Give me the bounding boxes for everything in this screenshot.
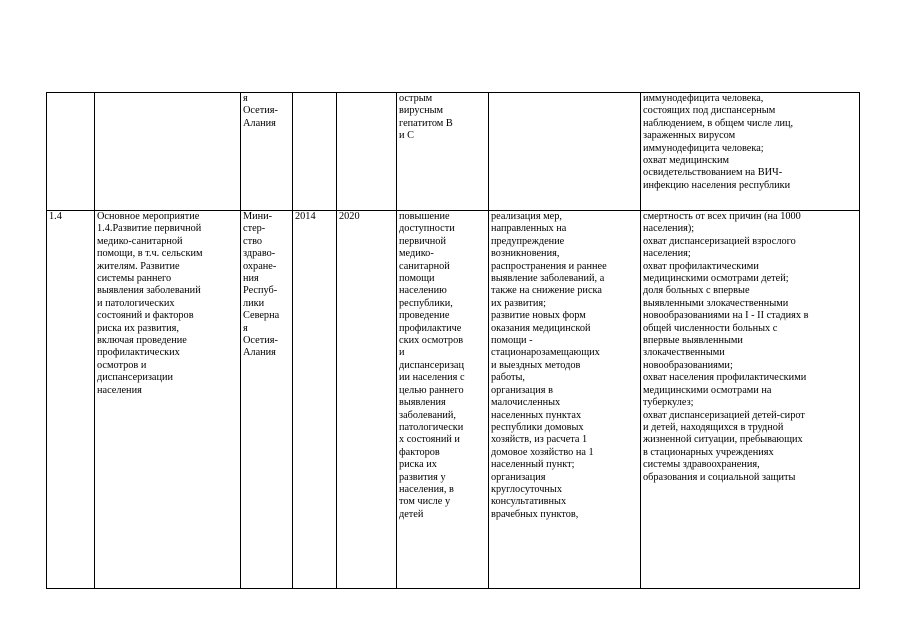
cell-activity-name	[95, 93, 241, 211]
cell-line: выявления	[399, 397, 446, 409]
cell-line: и выездных методов	[491, 359, 581, 371]
cell-line: первичной	[399, 235, 446, 247]
cell-line: диспансеризации	[97, 372, 174, 384]
cell-activity-name	[95, 211, 241, 589]
cell-line: ских осмотров	[399, 335, 464, 347]
cell-line: иммунодефицита человека,	[643, 93, 764, 104]
cell-line: домовое хозяйство на 1	[491, 446, 594, 458]
cell-line: хозяйств, из расчета 1	[491, 434, 588, 446]
cell-line: охват медицинским	[643, 155, 729, 167]
cell-line: распространения и раннее	[491, 260, 607, 272]
cell-line: круглосуточных	[491, 483, 562, 495]
cell-line: Осетия-	[243, 335, 278, 347]
cell-line: республики,	[399, 297, 453, 309]
cell-line: лики	[243, 297, 265, 309]
cell-line: профилактиче	[399, 322, 462, 334]
cell-line: также на снижение риска	[491, 285, 602, 297]
cell-executor	[241, 93, 293, 211]
cell-line: инфекцию населения республики	[643, 179, 791, 191]
cell-line: системы раннего	[97, 273, 172, 285]
cell-expected-result	[397, 211, 489, 589]
cell-start-year: 2014	[293, 211, 337, 589]
cell-line: охват профилактическими	[643, 260, 759, 272]
cell-line: охват диспансеризацией взрослого	[643, 235, 796, 247]
cell-line: консультативных	[491, 496, 567, 508]
cell-line: риска их развития,	[97, 322, 179, 334]
cell-line: населения);	[643, 223, 695, 235]
cell-line: освидетельствованием на ВИЧ-	[643, 167, 783, 179]
cell-line: их развития;	[491, 297, 546, 309]
cell-line: помощи -	[491, 335, 533, 347]
cell-line: предупреждение	[491, 235, 565, 247]
cell-line: организация	[491, 471, 546, 483]
cell-line: туберкулез;	[643, 397, 694, 409]
cell-line: и патологических	[97, 297, 175, 309]
cell-line: организация в	[491, 384, 553, 396]
cell-line: осмотров и	[97, 359, 147, 371]
cell-line: детей	[399, 508, 424, 520]
cell-line: развитие новых форм	[491, 310, 586, 322]
cell-line: населения;	[643, 248, 691, 260]
cell-line: направленных на	[491, 223, 567, 235]
cell-line: риска их	[399, 459, 437, 471]
cell-line: состояний и факторов	[97, 310, 194, 322]
cell-start-year	[293, 93, 337, 211]
cell-line: врачебных пунктов,	[491, 508, 579, 520]
cell-line: ство	[243, 235, 263, 247]
cell-line: медико-санитарной	[97, 235, 183, 247]
cell-line: Респуб-	[243, 285, 278, 297]
cell-line: медицинскими осмотрами детей;	[643, 273, 789, 285]
table-row	[47, 211, 860, 589]
cell-line: я	[243, 322, 248, 334]
cell-line: Северна	[243, 310, 280, 322]
cell-line: новообразованиями на I - II стадиях в	[643, 310, 809, 322]
cell-line: ии населения с	[399, 372, 465, 384]
cell-line: Осетия-	[243, 105, 278, 117]
cell-line: профилактических	[97, 347, 180, 359]
cell-line: я	[243, 93, 248, 104]
cell-line: и С	[399, 130, 414, 142]
cell-line: х состояний и	[399, 434, 460, 446]
cell-line: жизненной ситуации, пребывающих	[643, 434, 803, 446]
cell-line: Основное мероприятие	[97, 211, 200, 222]
cell-line: злокачественными	[643, 347, 725, 359]
cell-line: населения, в	[399, 483, 454, 495]
cell-main-directions	[489, 211, 641, 589]
program-table	[46, 92, 860, 589]
cell-line: малочисленных	[491, 397, 561, 409]
cell-line: патологически	[399, 421, 464, 433]
cell-line: гепатитом В	[399, 117, 453, 129]
cell-line: помощи	[399, 273, 435, 285]
cell-line: вирусным	[399, 105, 444, 117]
cell-line: доля больных с впервые	[643, 285, 750, 297]
cell-line: целью раннего	[399, 384, 464, 396]
cell-line: населенный пункт;	[491, 459, 575, 471]
cell-line: жителям. Развитие	[97, 260, 180, 272]
cell-line: медицинскими осмотрами на	[643, 384, 772, 396]
cell-line: факторов	[399, 446, 440, 458]
cell-line: 1.4.Развитие первичной	[97, 223, 202, 235]
cell-line: возникновения,	[491, 248, 560, 260]
cell-line: выявленными злокачественными	[643, 297, 789, 309]
cell-indicators	[641, 93, 860, 211]
table-row	[47, 93, 860, 211]
cell-line: состоящих под диспансерным	[643, 105, 776, 117]
cell-line: системы здравоохранения,	[643, 459, 760, 471]
cell-line: Мини-	[243, 211, 273, 222]
cell-line: и	[399, 347, 405, 359]
cell-line: населенных пунктах	[491, 409, 582, 421]
cell-line: Алания	[243, 117, 276, 129]
cell-line: острым	[399, 93, 433, 104]
cell-line: Алания	[243, 347, 276, 359]
cell-line: оказания медицинской	[491, 322, 591, 334]
cell-line: санитарной	[399, 260, 450, 272]
cell-line: том числе у	[399, 496, 451, 508]
cell-number: 1.4	[47, 211, 95, 589]
cell-line: заболеваний,	[399, 409, 456, 421]
cell-line: стационарозамещающих	[491, 347, 600, 359]
cell-line: охват населения профилактическими	[643, 372, 807, 384]
cell-end-year: 2020	[337, 211, 397, 589]
cell-line: охват диспансеризацией детей-сирот	[643, 409, 805, 421]
cell-line: образования и социальной защиты	[643, 471, 796, 483]
cell-line: впервые выявленными	[643, 335, 743, 347]
cell-main-directions	[489, 93, 641, 211]
cell-line: медико-	[399, 248, 434, 260]
cell-line: развития у	[399, 471, 446, 483]
cell-line: доступности	[399, 223, 455, 235]
cell-line: смертность от всех причин (на 1000	[643, 211, 801, 222]
cell-line: диспансеризац	[399, 359, 464, 371]
cell-line: охране-	[243, 260, 277, 272]
cell-expected-result	[397, 93, 489, 211]
cell-number	[47, 93, 95, 211]
cell-line: проведение	[399, 310, 450, 322]
cell-executor	[241, 211, 293, 589]
cell-line: республики домовых	[491, 421, 584, 433]
cell-line: населению	[399, 285, 447, 297]
cell-line: здраво-	[243, 248, 276, 260]
cell-line: населения	[97, 384, 142, 396]
cell-line: выявление заболеваний, а	[491, 273, 605, 285]
cell-line: повышение	[399, 211, 450, 222]
cell-line: выявления заболеваний	[97, 285, 201, 297]
cell-line: общей численности больных с	[643, 322, 778, 334]
cell-line: ния	[243, 273, 259, 285]
cell-line: реализация мер,	[491, 211, 562, 222]
cell-line: включая проведение	[97, 335, 187, 347]
cell-line: зараженных вирусом	[643, 130, 736, 142]
cell-line: и детей, находящихся в трудной	[643, 421, 784, 433]
cell-line: в стационарных учреждениях	[643, 446, 774, 458]
cell-line: иммунодефицита человека;	[643, 142, 764, 154]
cell-line: новообразованиями;	[643, 359, 733, 371]
cell-indicators	[641, 211, 860, 589]
cell-line: помощи, в т.ч. сельским	[97, 248, 203, 260]
cell-line: наблюдением, в общем числе лиц,	[643, 117, 794, 129]
cell-line: работы,	[491, 372, 525, 384]
cell-end-year	[337, 93, 397, 211]
cell-line: стер-	[243, 223, 266, 235]
